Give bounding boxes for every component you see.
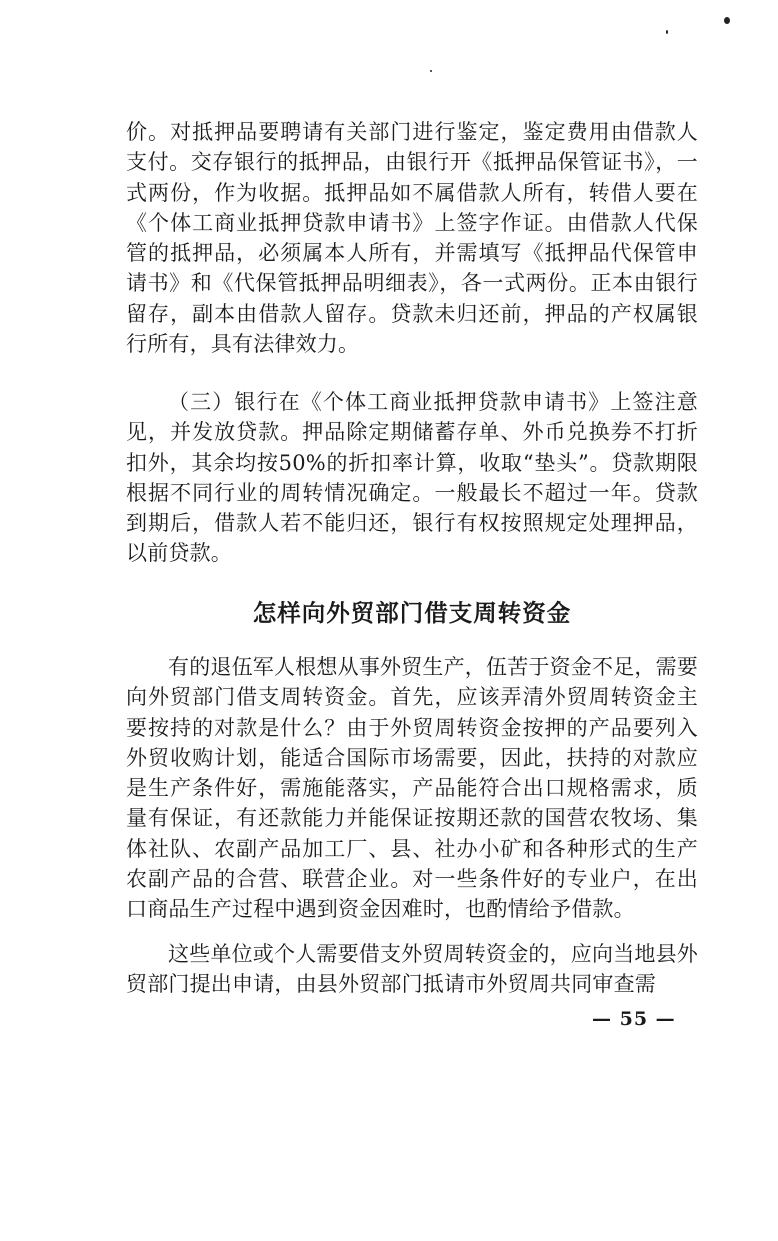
body-paragraph-3: 有的退伍军人根想从事外贸生产，伍苦于资金不足，需要向外贸部门借支周转资金。首先，应该弄清外贸周转资金主要按持的对款是什么？由于外贸周转资金按押的产品要列入外贸收购计划，能适合国际市场需要，因此，扶持的对款应是生产条件好，需施能落实，产品能符合出口规格需求，质量有保证，有还款能力并能保证按期还款的国营农牧场、集体社队、农副产品加工厂、县、社办小矿和各种形式的生产农副产品的合营、联营企业。对一些条件好的专业户，在出口商品生产过程中遇到资金因难时，也酌情给予借款。 xyxy=(126,655,698,922)
ink-speck xyxy=(666,30,668,34)
body-paragraph-1: 价。对抵押品要聘请有关部门进行鉴定，鉴定费用由借款人支付。交存银行的抵押品，由银行开《抵押品保管证书》，一式两份，作为收据。抵押品如不属借款人所有，转借人要在《个体工商业抵押贷款申请书》上签字作证。由借款人代保管的抵押品，必须属本人所有，并需填写《抵押品代保管申请书》和《代保管抵押品明细表》，各一式两份。正本由银行留存，副本由借款人留存。贷款未归还前，押品的产权属银行所有，具有法律效力。 xyxy=(126,120,698,357)
body-paragraph-2: （三）银行在《个体工商业抵押贷款申请书》上签注意见，并发放贷款。押品除定期储蓄存单、外币兑换券不打折扣外，其余均按50%的折扣率计算，收取“垫头”。贷款期限根据不同行业的周转情况确定。一般最长不超过一年。贷款到期后，借款人若不能归还，银行有权按照规定处理押品，以前贷款。 xyxy=(126,390,698,566)
page-number: — 55 — xyxy=(592,1008,676,1030)
ink-speck xyxy=(430,70,432,72)
body-paragraph-4: 这些单位或个人需要借支外贸周转资金的，应向当地县外贸部门提出申请，由县外贸部门抵请市外贸周共同审查需 xyxy=(126,942,698,997)
ink-speck xyxy=(724,17,730,24)
section-heading: 怎样向外贸部门借支周转资金 xyxy=(252,599,572,627)
